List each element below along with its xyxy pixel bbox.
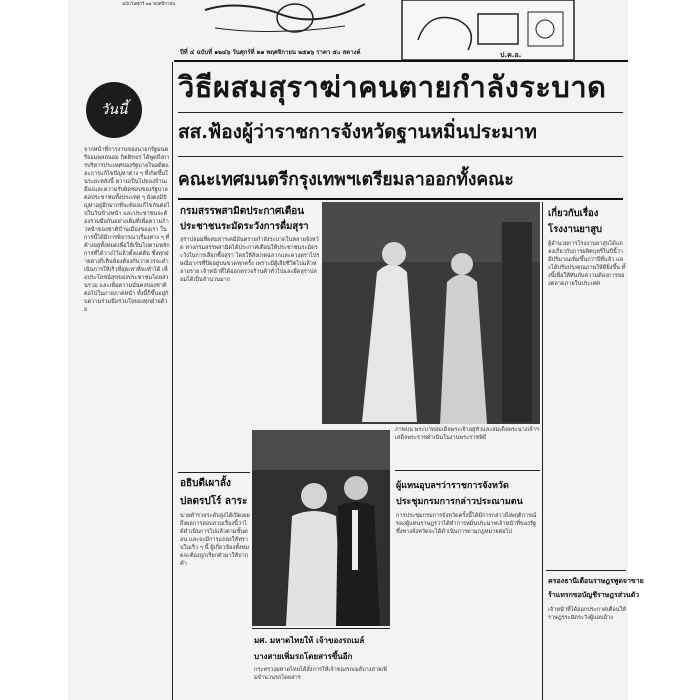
column-logo [86, 82, 142, 138]
royal-photo [322, 202, 540, 424]
stamp-label: ป.ค.อ. [500, 51, 522, 59]
article3-subheadline: ประชุมกรมการกล่าวประณามตน [396, 497, 523, 507]
column-logo-text: วันนี้ [100, 102, 128, 118]
article4-subheadline: โรงงานยาสูบ [548, 224, 603, 235]
article4-body: ผู้อำนวยการโรงงานยาสูบได้แถลงเกี่ยวกับการผลิตบุหรี่ในปีนี้ว่ามีปริมาณเพิ่มขึ้นกว่าปีที่แล้ว และได้ปรับปรุงคุณภาพให้ดียิ่งขึ้น ทั้งนี้เพื่อให้ทันกับความต้องการของตลาดภายในประเทศ [548, 241, 626, 287]
article3-rule [395, 470, 540, 471]
sidebar-column-text: จากหน้าที่การงานของนายกรัฐมนตรีจอมพลถนอม กิตติขจร ได้พูดถึงการบริหารประเทศของรัฐบาลในอดีตและการแก้ไขปัญหาต่าง ๆ ที่เกิดขึ้นในระยะหลังนี้ ความเป็นไปของบ้านเมืองและความรับผิดชอบของรัฐบาลต่อประชาชนทั้งประเทศ ๆ ยังคงมีปัญหาอยู่อีกมากที่จะต้องแก้ไขกันต่อไปในวันข้างหน้า และประชาชนจะต้องร่วมมือกันอย่างเต็มที่เพื่อความก้าวหน้าของชาติบ้านเมืองของเรา ในการนี้ได้มีการพิจารณาเรื่องต่าง ๆ ที่ค้างอยู่ทั้งหมดเพื่อให้เป็นไปตามหลักการที่ได้วางไว้แล้วตั้งแต่ต้น ซึ่งทุกฝ่ายต่างก็เห็นพ้องต้องกันว่าควรจะดำเนินการให้เร็วที่สุดเท่าที่จะทำได้ เพื่อประโยชน์สุขของประชาชนโดยส่วนรวม และเพื่อความมั่นคงของชาติต่อไปในภายภาคหน้า ทั้งนี้ก็ขึ้นอยู่กับความร่วมมือร่วมใจของทุกฝ่ายด้วย [84, 147, 170, 313]
article6-subheadline: บางสายเพิ่มรถโดยสารขึ้นอีก [254, 651, 353, 661]
masthead-rule [174, 60, 628, 62]
masthead-small-text: ฉบับวันศุกร์ ๒๑ พฤศจิกายน [122, 2, 176, 7]
right-column-divider [542, 202, 543, 700]
third-headline: คณะเทศมนตรีกรุงเทพฯเตรียมลาออกทั้งคณะ [178, 170, 514, 190]
article2-headline: อธิบดีเผาลั้ง [180, 478, 231, 489]
article2-rule [178, 472, 250, 473]
meeting-photo [252, 430, 390, 626]
sidebar-divider [172, 62, 173, 700]
article4-headline: เกี่ยวกับเรื่อง [548, 208, 599, 219]
article2-body: นายตำรวจระดับสูงได้เปิดเผยถึงผลการสอบสวนเรื่องนี้ว่าได้ดำเนินการไปแล้วตามขั้นตอน และจะมีการแถลงให้ทราบในเร็ว ๆ นี้ ผู้เกี่ยวข้องทั้งหมดจะต้องถูกเรียกตัวมาให้ปากคำ [180, 513, 250, 567]
article5-headline: ครองธานีเตือนราษฎรพูดจาขาย [548, 576, 644, 585]
photo-caption: ภาพบน พระบาทสมเด็จพระเจ้าอยู่หัวและสมเด็จพระนางเจ้าฯ เสด็จพระราชดำเนินในงานพระราชพิธี [395, 427, 539, 441]
headline-divider-1 [178, 112, 623, 113]
second-headline: สส.ฟ้องผู้ว่าราชการจังหวัดฐานหมิ่นประมาท [178, 121, 537, 143]
article1-headline: กรมสรรพสามิตประกาศเตือน [180, 206, 305, 217]
article5-subheadline: ร้าแทรกขอบัญชีราษฎรส่วนตัว [548, 590, 640, 599]
headline-divider-2 [178, 156, 623, 157]
main-headline: วิธีผสมสุราฆ่าคนตายกำลังระบาด [178, 70, 607, 104]
article2-subheadline: ปลดรปโร์ ลาระ [180, 496, 248, 507]
masthead-emblem [175, 0, 375, 36]
article1-subheadline: ประชาชนระมัดระวังการดื่มสุรา [180, 221, 309, 232]
headline-divider-3 [178, 198, 623, 200]
article6-headline: มศ. มหาดไทยให้ เจ้าของรถเมล์ [254, 635, 365, 645]
article6-rule [252, 628, 390, 629]
article5-body: เจ้าหน้าที่ได้ออกประกาศเตือนให้ราษฎรระมัดระวังผู้แอบอ้าง [548, 607, 627, 621]
article6-body: กระทรวงมหาดไทยได้สั่งการให้เจ้าของรถเมล์บางสายเพิ่มจำนวนรถโดยสาร [254, 667, 387, 681]
article3-headline: ผู้แทนอุบลฯว่าราชการจังหวัด [396, 481, 509, 491]
article3-body: การประชุมกรมการจังหวัดครั้งนี้ได้มีการกล่าวถึงพฤติการณ์ของผู้แทนราษฎรว่าได้ทำการหมิ่นประมาทเจ้าหน้าที่ของรัฐ ซึ่งทางจังหวัดจะได้ดำเนินการตามกฎหมายต่อไป [396, 513, 537, 535]
article5-rule [546, 570, 626, 571]
date-line: ปีที่ ๔ ฉบับที่ ๑๒๔๖ วันศุกร์ที่ ๒๑ พฤศจิกายน ๒๕๑๖ ราคา ๕๐ สตางค์ [180, 49, 361, 56]
article1-body: สุราปลอมที่ผสมสารเคมีอันตรายกำลังระบาดในหลายจังหวัด ทางกรมสรรพสามิตได้ประกาศเตือนให้ประชาชนระมัดระวังในการเลือกซื้อสุรา โดยให้สังเกตฉลากและดวงตราไปรษณียากรที่ปิดอยู่บนขวดทุกครั้ง เพราะมีผู้เสียชีวิตไปแล้วหลายราย เจ้าหน้าที่ได้ออกตรวจร้านค้าทั่วไปและยึดสุราปลอมได้เป็นจำนวนมาก [180, 237, 320, 283]
